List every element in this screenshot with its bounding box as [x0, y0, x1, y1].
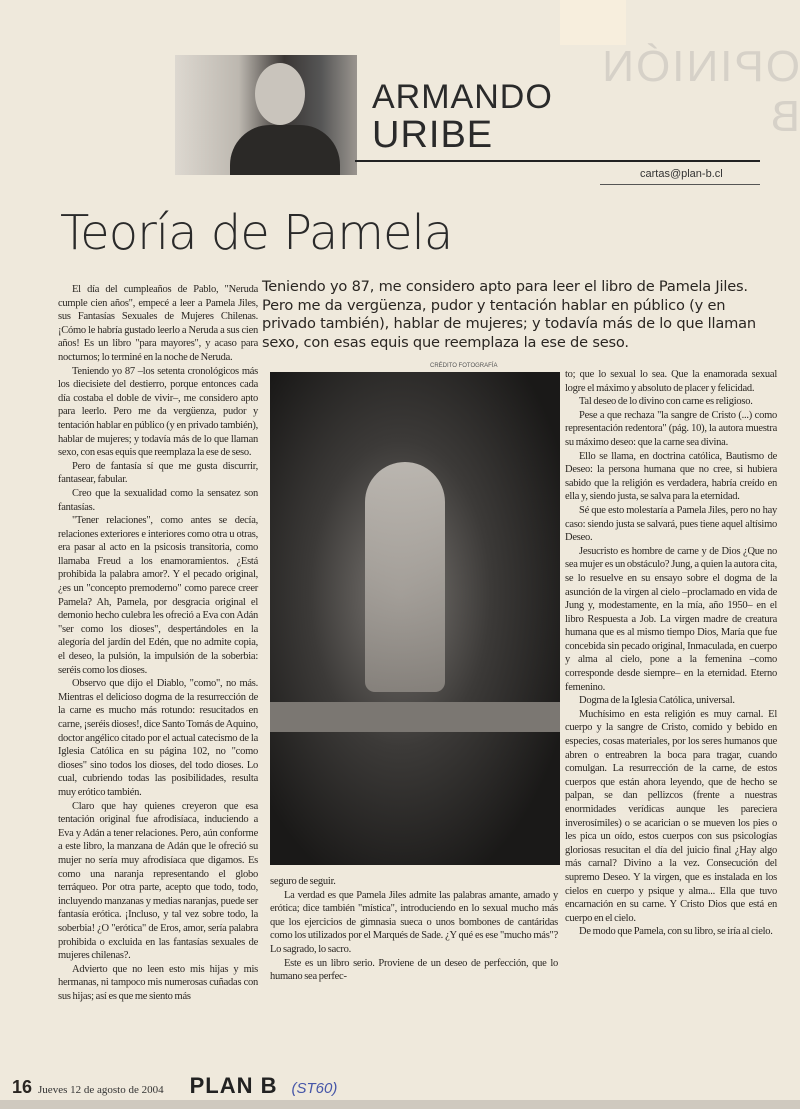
article-photo	[270, 372, 560, 865]
tape-patch	[560, 0, 626, 45]
paragraph: Sé que esto molestaría a Pamela Jiles, pero no hay caso: siendo justa se salvará, pues tiene aquel altísimo Deseo.	[565, 504, 777, 544]
section-watermark: OPINIÓN B	[600, 42, 800, 141]
paragraph: Pese a que rechaza "la sangre de Cristo (...) como representación redentora" (pág. 10), la autora muestra su máximo deseo: que la carne sea divina.	[565, 409, 777, 448]
paragraph: Dogma de la Iglesia Católica, universal.	[579, 695, 735, 707]
handwritten-note: (ST60)	[291, 1080, 338, 1097]
page-number: 16	[12, 1077, 33, 1097]
publication-logo: PLAN B	[189, 1073, 278, 1098]
paragraph: Pero de fantasía sí que me gusta discurrir, fantasear, fabular.	[58, 460, 258, 486]
paragraph: La verdad es que Pamela Jiles admite las palabras amante, amado y erótica; dice también "mística", introduciendo en lo sexual mucho más que los ejercicios de gimnasia sueca o unos bombones de cantáridas como los utilizados por el Marqués de Sade. ¿Y qué es ese "mucho más"? Lo sagrado, lo sacro.	[270, 889, 558, 955]
author-last-name: URIBE	[372, 114, 494, 156]
paragraph: to; que lo sexual lo sea. Que la enamorada sexual logre el máximo y absoluto de placer y felicidad.	[565, 369, 777, 394]
paragraph: Muchísimo en esta religión es muy carnal. El cuerpo y la sangre de Cristo, comido y bebido en especies, cosas materiales, por los seres humanos que abren o entreabren la boca para tragar, cuando comulgan. La resurrección de la carne, de estos cuerpos que están ahora leyendo, que de hecho se palpan, se dan pellizcos (frente a nuestras enormidades verídicas aunque les pareciera inverosímiles) o se acarician o se mueven los pies o les pica un oído, estos cuerpos con sus psicologías gloriosas resucitan el día del juicio final ¿Hay algo más carnal? Divino a la vez. Consecución del supremo Deseo. Y la virgen, que es instalada en los cielos en cuerpo y psique y alma... Ella que tuvo encarnación en su carne. Y Cristo Dios que está en cuerpo en el cielo.	[565, 708, 777, 924]
column-1	[58, 283, 258, 1003]
author-name	[372, 78, 553, 154]
paragraph: Este es un libro serio. Proviene de un deseo de perfección, que lo humano sea perfec-	[270, 957, 558, 983]
column-2	[270, 875, 558, 984]
paragraph: De modo que Pamela, con su libro, se iría al cielo.	[579, 926, 773, 938]
paragraph: Tal deseo de lo divino con carne es religioso.	[579, 396, 753, 408]
author-portrait	[175, 55, 357, 175]
author-email: cartas@plan-b.cl	[640, 168, 723, 180]
photo-credit: CRÉDITO FOTOGRAFÍA	[430, 363, 498, 369]
page-footer	[12, 1073, 338, 1100]
paragraph: El día del cumpleaños de Pablo, "Neruda cumple cien años", empecé a leer a Pamela Jiles, sus Fantasías Sexuales de Mujeres Chilenas. ¡Cómo le habría gustado leerlo a Neruda a sus cien años! Es un libro "para mayores", y acaso para nocturnos; lo terminé en la noche de Neruda.	[58, 284, 258, 363]
email-rule	[600, 184, 760, 185]
column-3	[565, 368, 777, 939]
paragraph: seguro de seguir.	[270, 876, 336, 887]
paragraph: Teniendo yo 87 –los setenta cronológicos más los diecisiete del destierro, porque entonces cada día costaba el doble de vivir–, me considero apto para leerlo. Pero me da vergüenza, pudor y tentación hablar en público (y en privado también), hablar de mujeres; y todavía más de lo que llaman sexo, con esas equis que reemplaza la ese de seso.	[58, 365, 258, 459]
scan-edge	[0, 1100, 800, 1109]
paragraph: Claro que hay quienes creyeron que esa tentación original fue afrodisíaca, induciendo a Eva y Adán a tener relaciones. Pero, aún conforme a este libro, la manzana de Adán que le ofreció su mujer no sería muy afrodisíaca que digamos. Es como una naranja representando el globo terráqueo. Por otra parte, acepto que todo, todo, incluyendo manzanas y medias naranjas, puede ser fantasía erótica. ¡Incluso, y tal vez sobre todo, la soberbia! ¿O "erótica" de Eros, amor, sería palabra prohibida o excluida en las fantasías sexuales de mujeres chilenas?.	[58, 800, 258, 962]
pull-quote: Teniendo yo 87, me considero apto para leer el libro de Pamela Jiles. Pero me da vergüenza, pudor y tentación hablar en público (y en privado también), hablar de mujeres; y todavía más de lo que llaman sexo, con esas equis que reemplaza la ese de seso.	[262, 278, 756, 351]
paragraph: Jesucristo es hombre de carne y de Dios ¿Que no sea mujer es un obstáculo? Jung, a quien la autora cita, se lo resuelve en su ensayo sobre el dogma de la asunción de la virgen al cielo –proclamado en vida de Jung y, modestamente, en la mía, año 1950– en el libro Respuesta a Job. La virgen madre de creatura humana que es al mismo tiempo Dios, María que fue concebida sin pecado original, Inmaculada, en cuerpo y alma al cielo, pone a la femenina –como corresponde desde siempre– en la eternidad. Eterno femenino.	[565, 545, 777, 693]
paragraph: "Tener relaciones", como antes se decía, relaciones exteriores e interiores como otra u otras, era pasar al acto en la psicosis transitoria, como llamaba Freud a los enamoramientos. ¿Está prohibida la palabra amor?. Y el pecado original, ¿es un "concepto premoderno" como parece creer Pamela? Ah, Pamela, por desgracia original el demonio hecho culebra les ofreció a Eva con Adán "ser como los dioses", despertándoles en la alegoría del jardín del Edén, que no admite copia, el deseo, la pulsión, la impulsión de la soberbia: seréis como los dioses.	[58, 515, 258, 676]
article-title: Teoría de Pamela	[60, 205, 453, 261]
author-first-name: ARMANDO	[372, 78, 553, 116]
paragraph: Advierto que no leen esto mis hijas y mis hermanas, ni tampoco mis numerosas cuñadas con sus hijas; así es que me siento más	[58, 963, 258, 1002]
paragraph: Observo que dijo el Diablo, "como", no más. Mientras el delicioso dogma de la resurrección de la carne es mucho más rotundo: resucitados en carne, ¡seréis dioses!, dice Santo Tomás de Aquino, doctor angélico citado por el actual catecismo de la Iglesia Católica en su página 102, no "como dioses" sino todos los dioses, del todo dioses. Lo cual, cubriendo todas las posibilidades, resulta muy erótico también.	[58, 678, 258, 798]
paragraph: Ello se llama, en doctrina católica, Bautismo de Deseo: la persona humana que no cree, si hubiera sabido que la religión es verdadera, habría creído en ella y, siendo justa, se salva para la eternidad.	[565, 450, 777, 503]
header-rule	[355, 160, 760, 162]
paragraph: Creo que la sexualidad como la sensatez son fantasías.	[58, 487, 258, 513]
issue-date: Jueves 12 de agosto de 2004	[38, 1084, 164, 1096]
